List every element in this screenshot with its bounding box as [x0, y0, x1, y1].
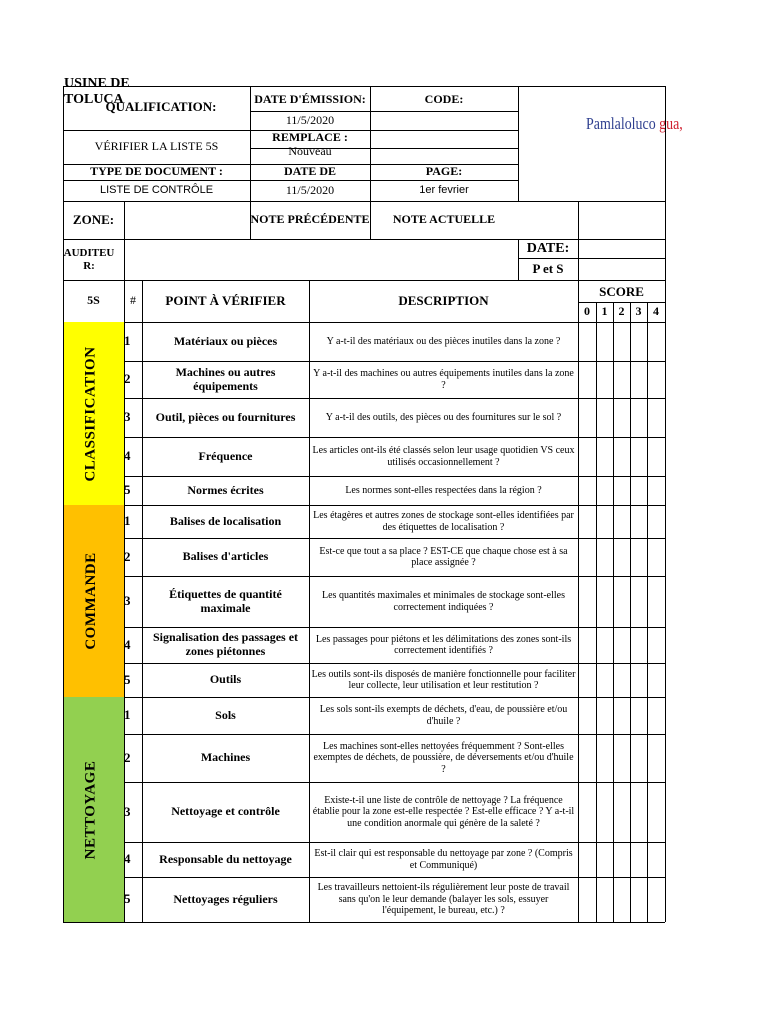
page-label: PAGE: — [425, 164, 463, 179]
score-level-2: 2 — [618, 304, 625, 319]
item-point-to-check: Nettoyage et contrôle — [171, 804, 280, 819]
p-et-s-label: P et S — [532, 261, 564, 277]
column-5s: 5S — [87, 293, 100, 308]
code-label: CODE: — [424, 92, 464, 107]
item-description: Est-ce que tout a sa place ? EST-CE que chaque chose est à sa place assignée ? — [319, 545, 568, 568]
grid-line-vertical — [309, 322, 310, 505]
grid-line-vertical — [578, 201, 579, 239]
grid-line-vertical — [142, 697, 143, 922]
item-point-to-check: Matériaux ou pièces — [173, 333, 278, 348]
item-number: 1 — [124, 333, 131, 349]
grid-line-vertical — [647, 697, 648, 922]
item-point-to-check: Machines ou autres équipements — [175, 364, 276, 393]
item-description: Y a-t-il des machines ou autres équipements inutiles dans la zone ? — [313, 368, 574, 391]
score-level-0: 0 — [584, 304, 590, 319]
item-point-to-check: Balises d'articles — [182, 549, 269, 564]
item-point-to-check: Machines — [200, 750, 251, 765]
item-number: 4 — [124, 851, 131, 867]
date-de-value: 11/5/2020 — [285, 182, 335, 197]
grid-line-vertical — [309, 697, 310, 922]
score-level-1: 1 — [601, 304, 608, 319]
column-point-to-check: POINT À VÉRIFIER — [165, 292, 286, 308]
item-description: Existe-t-il une liste de contrôle de nettoyage ? La fréquence établie pour la zone est-elle respectée ? Est-elle efficace ? Y a-t-il une condition anormale qui génère de la saleté ? — [312, 794, 575, 829]
item-number: 5 — [124, 482, 131, 498]
date-de-label: DATE DE — [283, 164, 337, 179]
auditor-label: AUDITEU R: — [63, 246, 115, 272]
item-number: 1 — [124, 707, 131, 723]
document-type-label: TYPE DE DOCUMENT : — [90, 164, 223, 179]
current-score-label: NOTE ACTUELLE — [392, 212, 496, 227]
column-score: SCORE — [599, 283, 644, 299]
column-number: # — [130, 293, 136, 308]
item-point-to-check: Normes écrites — [187, 482, 264, 497]
grid-line-vertical — [578, 697, 579, 922]
logo-text-blue: Pamlaloluco — [586, 114, 656, 133]
grid-line-vertical — [63, 322, 64, 505]
grid-line-vertical — [124, 201, 125, 239]
grid-line-vertical — [630, 697, 631, 922]
item-number: 5 — [124, 891, 131, 907]
item-description: Les passages pour piétons et les délimitations des zones sont-ils correctement identifiés ? — [315, 633, 572, 656]
grid-line-vertical — [647, 322, 648, 505]
grid-line-vertical — [518, 86, 519, 201]
grid-line-vertical — [578, 239, 579, 280]
item-number: 2 — [124, 548, 131, 564]
grid-line-vertical — [613, 505, 614, 697]
item-description: Y a-t-il des matériaux ou des pièces inutiles dans la zone ? — [326, 335, 561, 347]
date-label: DATE: — [526, 240, 570, 256]
item-number: 3 — [124, 803, 131, 819]
item-point-to-check: Sols — [215, 707, 236, 722]
grid-line-horizontal — [63, 922, 665, 923]
grid-line-vertical — [596, 322, 597, 505]
item-number: 3 — [124, 593, 131, 609]
item-number: 2 — [124, 371, 131, 387]
grid-line-vertical — [596, 697, 597, 922]
grid-line-vertical — [630, 322, 631, 505]
grid-line-vertical — [596, 505, 597, 697]
section-band-commande — [63, 505, 124, 697]
item-point-to-check: Nettoyages réguliers — [173, 891, 278, 906]
item-number: 3 — [124, 409, 131, 425]
item-point-to-check: Balises de localisation — [169, 513, 282, 528]
grid-line-vertical — [665, 280, 666, 322]
replaces-value: Nouveau — [288, 143, 332, 158]
logo-text-red: gua, — [655, 114, 683, 133]
item-description: Les étagères et autres zones de stockage sont-elles identifiées par des étiquettes de localisation ? — [313, 510, 574, 533]
page-value: 1er fevrier — [419, 184, 469, 197]
item-description: Les normes sont-elles respectées dans la région ? — [345, 484, 542, 496]
item-description: Les outils sont-ils disposés de manière fonctionnelle pour faciliter leur collecte, leur utilisation et leur restitution ? — [311, 668, 576, 691]
section-name: NETTOYAGE — [82, 760, 99, 859]
item-point-to-check: Responsable du nettoyage — [159, 851, 292, 866]
previous-score-label: NOTE PRÉCÉDENTE — [250, 212, 370, 227]
item-point-to-check: Outil, pièces ou fournitures — [155, 409, 296, 424]
item-description: Est-il clair qui est responsable du nettoyage par zone ? (Compris et Communiqué) — [314, 848, 573, 871]
grid-line-vertical — [630, 505, 631, 697]
item-number: 2 — [124, 749, 131, 765]
item-point-to-check: Outils — [209, 672, 242, 687]
item-description: Y a-t-il des outils, des pièces ou des fournitures sur le sol ? — [325, 411, 562, 423]
item-description: Les quantités maximales et minimales de stockage sont-elles correctement indiquées ? — [322, 590, 565, 613]
item-point-to-check: Signalisation des passages et zones piétonnes — [152, 630, 299, 658]
grid-line-vertical — [309, 505, 310, 697]
grid-line-vertical — [665, 322, 666, 505]
section-band-classification — [63, 322, 124, 505]
grid-line-vertical — [665, 697, 666, 922]
company-logo — [586, 114, 683, 134]
document-title: VÉRIFIER LA LISTE 5S — [94, 139, 219, 154]
zone-label: ZONE: — [72, 211, 115, 227]
item-number: 4 — [124, 636, 131, 652]
item-number: 1 — [124, 513, 131, 529]
grid-line-vertical — [63, 697, 64, 922]
grid-line-vertical — [63, 505, 64, 697]
section-name: CLASSIFICATION — [82, 345, 99, 482]
item-number: 5 — [124, 671, 131, 687]
grid-line-vertical — [578, 505, 579, 697]
grid-line-vertical — [665, 201, 666, 280]
column-description: DESCRIPTION — [398, 292, 489, 308]
section-band-nettoyage — [63, 697, 124, 922]
qualification-label: QUALIFICATION: — [105, 98, 217, 114]
plant-name: USINE DE TOLUCA — [64, 76, 130, 107]
score-level-3: 3 — [635, 304, 642, 319]
grid-line-vertical — [578, 322, 579, 505]
item-point-to-check: Étiquettes de quantité maximale — [169, 586, 282, 615]
grid-line-vertical — [142, 322, 143, 505]
grid-line-vertical — [124, 239, 125, 280]
score-level-4: 4 — [653, 304, 659, 319]
grid-line-vertical — [647, 505, 648, 697]
issue-date-label: DATE D'ÉMISSION: — [254, 92, 366, 107]
item-description: Les articles ont-ils été classés selon leur usage quotidien VS ceux utilisés occasionnellement ? — [312, 445, 575, 468]
item-description: Les travailleurs nettoient-ils régulièrement leur poste de travail sans qu'on le leur demande (balayer les sols, essuyer l'équipement, le bureau, etc.) ? — [317, 882, 570, 917]
section-name: COMMANDE — [82, 552, 99, 650]
grid-line-horizontal — [63, 86, 665, 87]
document-type-value: LISTE DE CONTRÔLE — [99, 184, 214, 197]
issue-date-value: 11/5/2020 — [285, 112, 335, 127]
grid-line-vertical — [613, 322, 614, 505]
item-description: Les sols sont-ils exempts de déchets, d'eau, de poussière et/ou d'huile ? — [319, 704, 568, 727]
item-point-to-check: Fréquence — [198, 448, 253, 463]
grid-line-vertical — [665, 86, 666, 201]
item-number: 4 — [124, 448, 131, 464]
item-description: Les machines sont-elles nettoyées fréquemment ? Sont-elles exemptes de déchets, de poussière, de déversements et/ou d'huile ? — [313, 740, 574, 775]
grid-line-vertical — [142, 505, 143, 697]
replaces-label: REMPLACE : — [272, 129, 348, 144]
grid-line-vertical — [613, 697, 614, 922]
grid-line-vertical — [665, 505, 666, 697]
